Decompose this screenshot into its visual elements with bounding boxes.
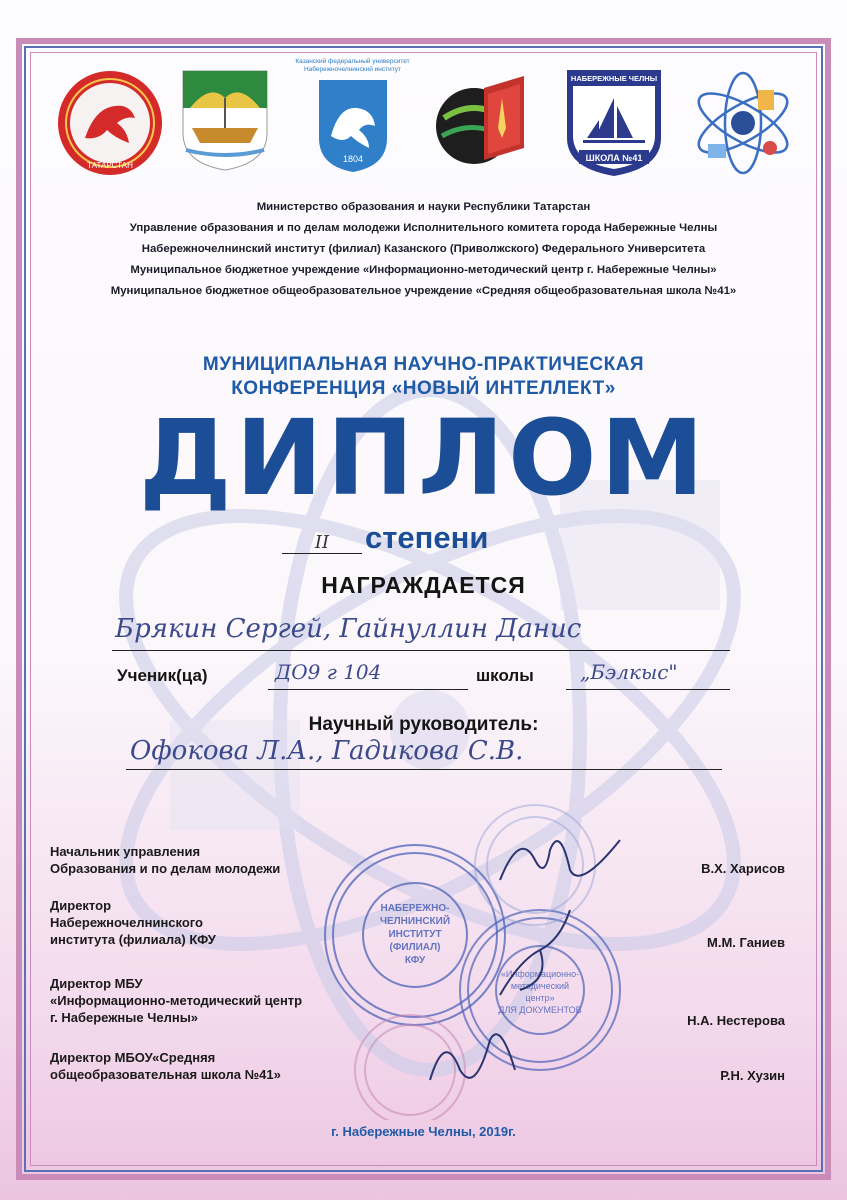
signature-nesterova-icon — [420, 1010, 530, 1100]
conference-title-line-1: МУНИЦИПАЛЬНАЯ НАУЧНО-ПРАКТИЧЕСКАЯ — [202, 354, 645, 375]
degree-underline — [282, 553, 362, 554]
kfu-stamp-text-1: НАБЕРЕЖНО- — [380, 903, 450, 914]
awardees-underline — [112, 650, 730, 651]
school41-bottom-text: ШКОЛА №41 — [585, 153, 643, 163]
science-atom-icon — [688, 68, 798, 178]
supervisors-handwritten: Офокова Л.А., Гадикова С.В. — [130, 736, 524, 766]
signature-kharisov-icon — [490, 820, 630, 900]
supervisor-label: Научный руководитель: — [308, 714, 539, 735]
degree-value: II — [314, 532, 330, 553]
org-line-2: Управление образования и по делам молодежи Исполнительного комитета города Набережные Челны — [129, 222, 718, 234]
degree-label: степени — [365, 520, 489, 555]
signatory-4-title — [50, 1049, 281, 1083]
awarded-label: НАГРАЖДАЕТСЯ — [321, 572, 526, 598]
globe-book-logo-icon — [432, 68, 532, 173]
school-value-handwritten: „Бэлкыс" — [580, 660, 678, 684]
kfu-stamp-text-4: (ФИЛИАЛ) — [389, 942, 441, 953]
school-label: школы — [476, 666, 534, 685]
org-line-3: Набережночелнинский институт (филиал) Казанского (Приволжского) Федерального Университета — [141, 243, 706, 255]
signatory-4-title-line-2: общеобразовательная школа №41» — [50, 1067, 281, 1082]
kfu-logo-title: Казанский федеральный университет — [295, 58, 410, 65]
imc-stamp-text-2: методический — [510, 981, 570, 991]
imc-stamp-text-4: ДЛЯ ДОКУМЕНТОВ — [498, 1005, 582, 1015]
conference-title-line-2: КОНФЕРЕНЦИЯ «НОВЫЙ ИНТЕЛЛЕКТ» — [231, 378, 616, 399]
signatory-1-title-line-1: Начальник управления — [50, 844, 201, 859]
class-value-handwritten: ДО9 г 104 — [275, 660, 382, 684]
signatory-4-name: Р.Н. Хузин — [720, 1068, 785, 1083]
signatory-2-title-line-1: Директор — [50, 898, 112, 913]
kfu-logo-year: 1804 — [342, 154, 364, 164]
signatory-3-title-line-2: «Информационно-методический центр — [50, 993, 303, 1008]
signatory-1-name: В.Х. Харисов — [701, 861, 785, 876]
signatory-2-title-line-3: института (филиала) КФУ — [50, 932, 216, 947]
signatory-2-title-line-2: Набережночелнинского — [50, 915, 203, 930]
kfu-shield-icon — [317, 78, 389, 174]
tatarstan-emblem-text: ТАТАРСТАН — [87, 161, 133, 170]
class-underline — [268, 689, 468, 690]
signatory-2-name: М.М. Ганиев — [707, 935, 785, 950]
signature-ganiev-icon — [480, 900, 600, 1010]
signatory-2-title — [50, 897, 216, 948]
signatory-1-title — [50, 843, 280, 877]
tatarstan-emblem-icon — [55, 68, 165, 178]
signatory-3-title-line-3: г. Набережные Челны» — [50, 1010, 199, 1025]
supervisors-underline — [126, 769, 722, 770]
awardees-handwritten: Брякин Сергей, Гайнуллин Данис — [115, 614, 582, 644]
signatory-3-name: Н.А. Нестерова — [687, 1013, 785, 1028]
student-label: Ученик(ца) — [117, 666, 208, 685]
city-year: г. Набережные Челны, 2019г. — [331, 1124, 516, 1139]
chelny-coat-of-arms-icon — [180, 68, 270, 173]
signatory-4-title-line-1: Директор МБОУ«Средняя — [50, 1050, 216, 1065]
kfu-logo — [290, 58, 415, 178]
signatory-3-title — [50, 975, 302, 1026]
diploma-title: ДИПЛОМ — [139, 397, 708, 519]
kfu-stamp-text-5: КФУ — [404, 955, 426, 966]
school-underline — [566, 689, 730, 690]
kfu-stamp-text-2: ЧЕЛНИНСКИЙ — [379, 916, 451, 927]
imc-stamp-text-1: «Информационно- — [500, 969, 580, 979]
school41-top-text: НАБЕРЕЖНЫЕ ЧЕЛНЫ — [570, 74, 658, 83]
school41-emblem-icon — [565, 68, 663, 178]
kfu-stamp-text-3: ИНСТИТУТ — [388, 929, 442, 940]
org-line-5: Муниципальное бюджетное общеобразовательное учреждение «Средняя общеобразовательная школа №41» — [110, 285, 737, 297]
org-line-4: Муниципальное бюджетное учреждение «Информационно-методический центр г. Набережные Челны» — [130, 264, 717, 276]
kfu-logo-subtitle: Набережночелнинский институт — [303, 66, 402, 73]
org-line-1: Министерство образования и науки Республики Татарстан — [256, 201, 591, 213]
imc-stamp-text-3: центр» — [525, 993, 555, 1003]
signatory-1-title-line-2: Образования и по делам молодежи — [50, 861, 281, 876]
signatory-3-title-line-1: Директор МБУ — [50, 976, 143, 991]
